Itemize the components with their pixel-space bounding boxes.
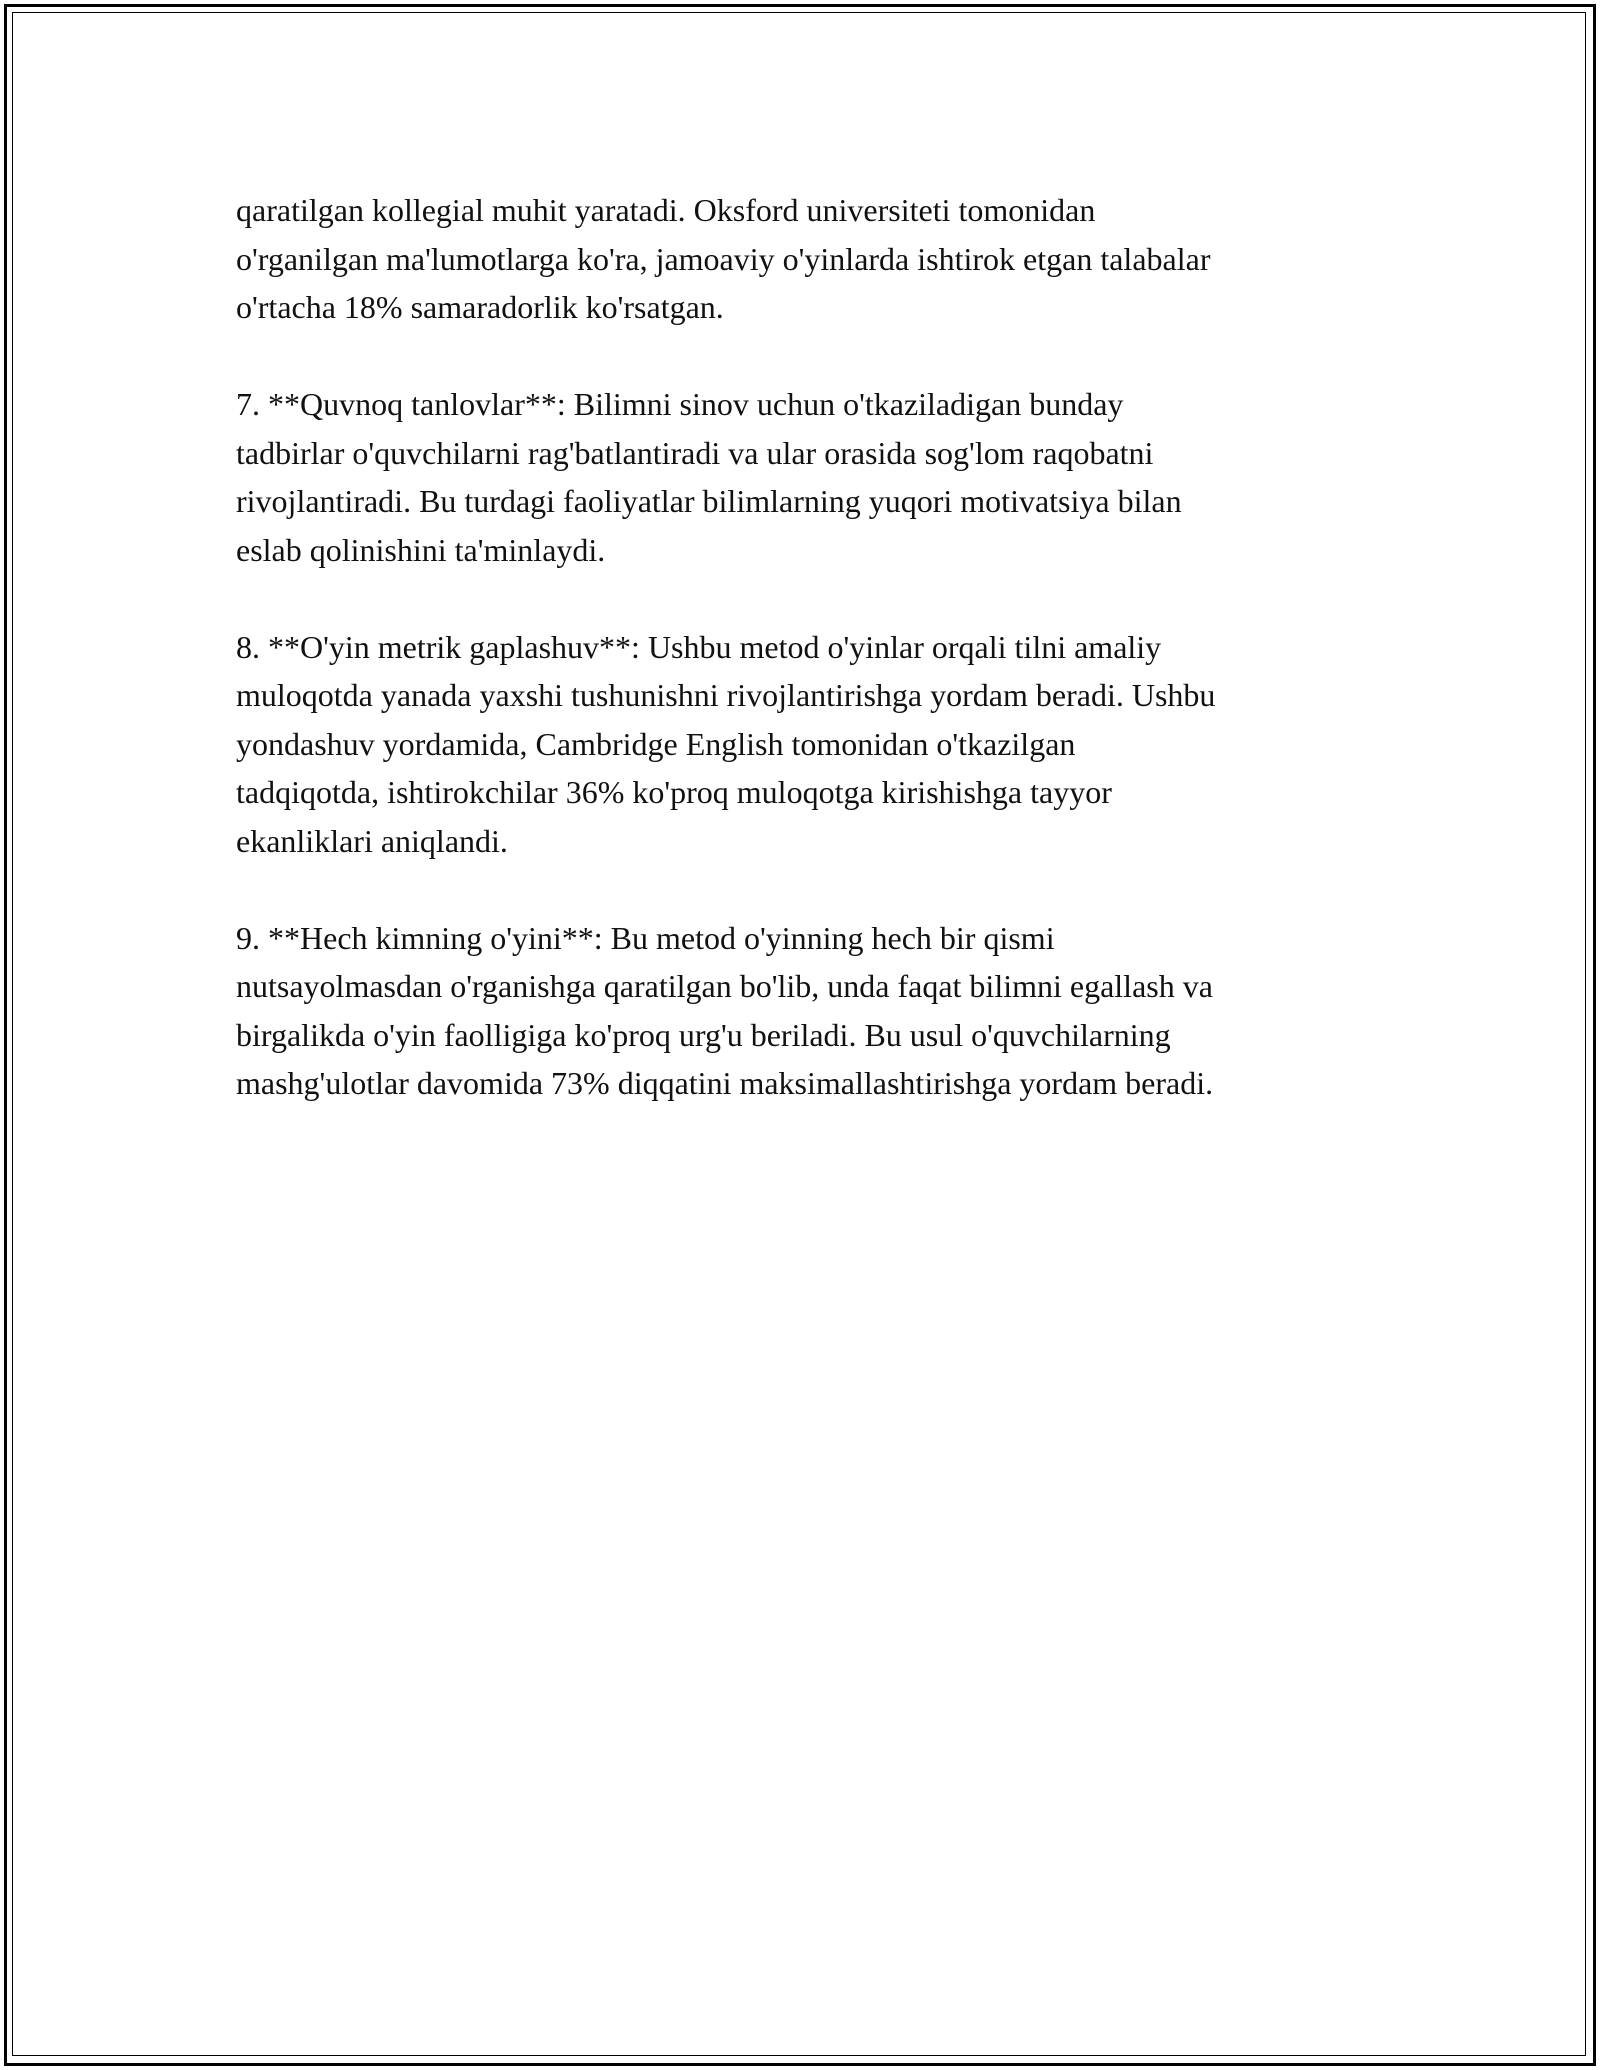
- paragraph-item-8: 8. **O'yin metrik gaplashuv**: Ushbu metod o'yinlar orqali tilni amaliy muloqotda yanada yaxshi tushunishni rivojlantirishga yordam beradi. Ushbu yondashuv yordamida, Cambridge English tomonidan o'tkazilgan tadqiqotda, ishtirokchilar 36% ko'proq muloqotga kirishishga tayyor ekanliklari aniqlandi.: [236, 628, 1216, 859]
- document-body: [236, 186, 1386, 1156]
- paragraph-intro-continuation: qaratilgan kollegial muhit yaratadi. Oksford universiteti tomonidan o'rganilgan ma'lumotlarga ko'ra, jamoaviy o'yinlarda ishtirok etgan talabalar o'rtacha 18% samaradorlik ko'rsatgan.: [236, 192, 1211, 325]
- paragraph-item-9: 9. **Hech kimning o'yini**: Bu metod o'yinning hech bir qismi nutsayolmasdan o'rganishga qaratilgan bo'lib, unda faqat bilimni egallash va birgalikda o'yin faolligiga ko'proq urg'u beriladi. Bu usul o'quvchilarning mashg'ulotlar davomida 73% diqqatini maksimallashtirishga yordam beradi.: [236, 919, 1214, 1101]
- paragraph-item-7: 7. **Quvnoq tanlovlar**: Bilimni sinov uchun o'tkaziladigan bunday tadbirlar o'quvchilarni rag'batlantiradi va ular orasida sog'lom raqobatni rivojlantiradi. Bu turdagi faoliyatlar bilimlarning yuqori motivatsiya bilan eslab qolinishini ta'minlaydi.: [236, 386, 1182, 568]
